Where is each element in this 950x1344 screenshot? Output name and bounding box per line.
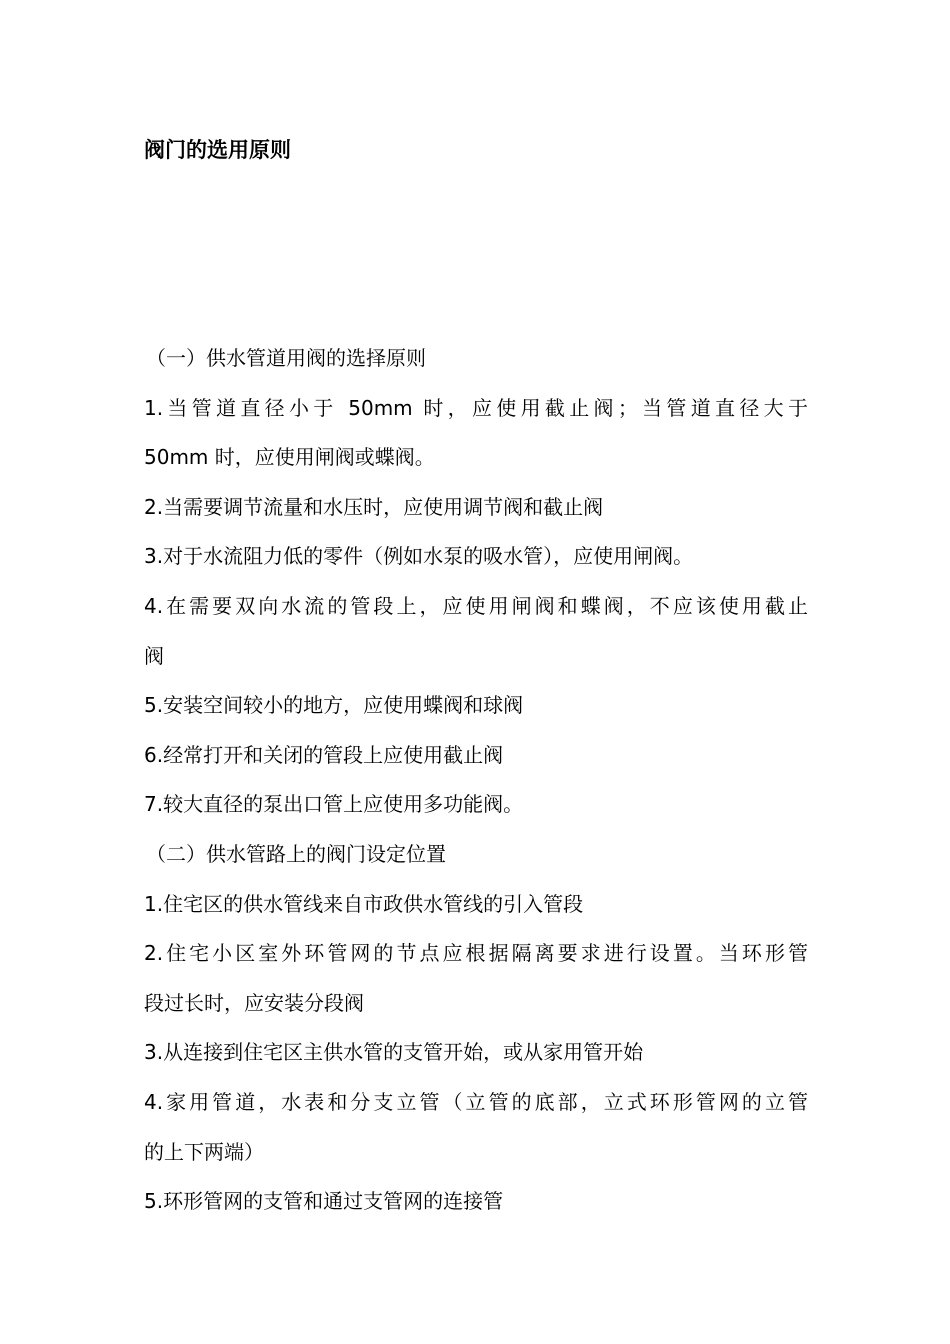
paragraph-line: 3.从连接到住宅区主供水管的支管开始，或从家用管开始 [144, 1040, 644, 1065]
paragraph-line: 阀 [144, 643, 164, 668]
paragraph-line: 7.较大直径的泵出口管上应使用多功能阀。 [144, 792, 524, 817]
paragraph-line: 1.住宅区的供水管线来自市政供水管线的引入管段 [144, 891, 584, 916]
paragraph-line: 2.住宅小区室外环管网的节点应根据隔离要求进行设置。当环形管 [144, 941, 808, 966]
paragraph-line: 3.对于水流阻力低的零件（例如水泵的吸水管），应使用闸阀。 [144, 544, 694, 569]
paragraph-line: 50mm 时，应使用闸阀或蝶阀。 [144, 445, 435, 470]
paragraph-line: 5.环形管网的支管和通过支管网的连接管 [144, 1189, 504, 1214]
document-body [144, 334, 808, 1227]
paragraph-line: 1.当管道直径小于 50mm 时，应使用截止阀；当管道直径大于 [144, 395, 808, 420]
paragraph-line: 4.在需要双向水流的管段上，应使用闸阀和蝶阀，不应该使用截止 [144, 593, 808, 618]
section-heading-2: （二）供水管路上的阀门设定位置 [146, 841, 446, 866]
paragraph-line: 段过长时，应安装分段阀 [144, 990, 364, 1015]
paragraph-line: 6.经常打开和关闭的管段上应使用截止阀 [144, 742, 504, 767]
paragraph-line: 的上下两端） [144, 1139, 264, 1164]
paragraph-line: 5.安装空间较小的地方，应使用蝶阀和球阀 [144, 693, 524, 718]
section-heading-1: （一）供水管道用阀的选择原则 [146, 346, 426, 370]
document-title: 阀门的选用原则 [144, 138, 291, 162]
paragraph-line: 4.家用管道，水表和分支立管（立管的底部，立式环形管网的立管 [144, 1089, 808, 1114]
paragraph-line: 2.当需要调节流量和水压时，应使用调节阀和截止阀 [144, 494, 604, 519]
